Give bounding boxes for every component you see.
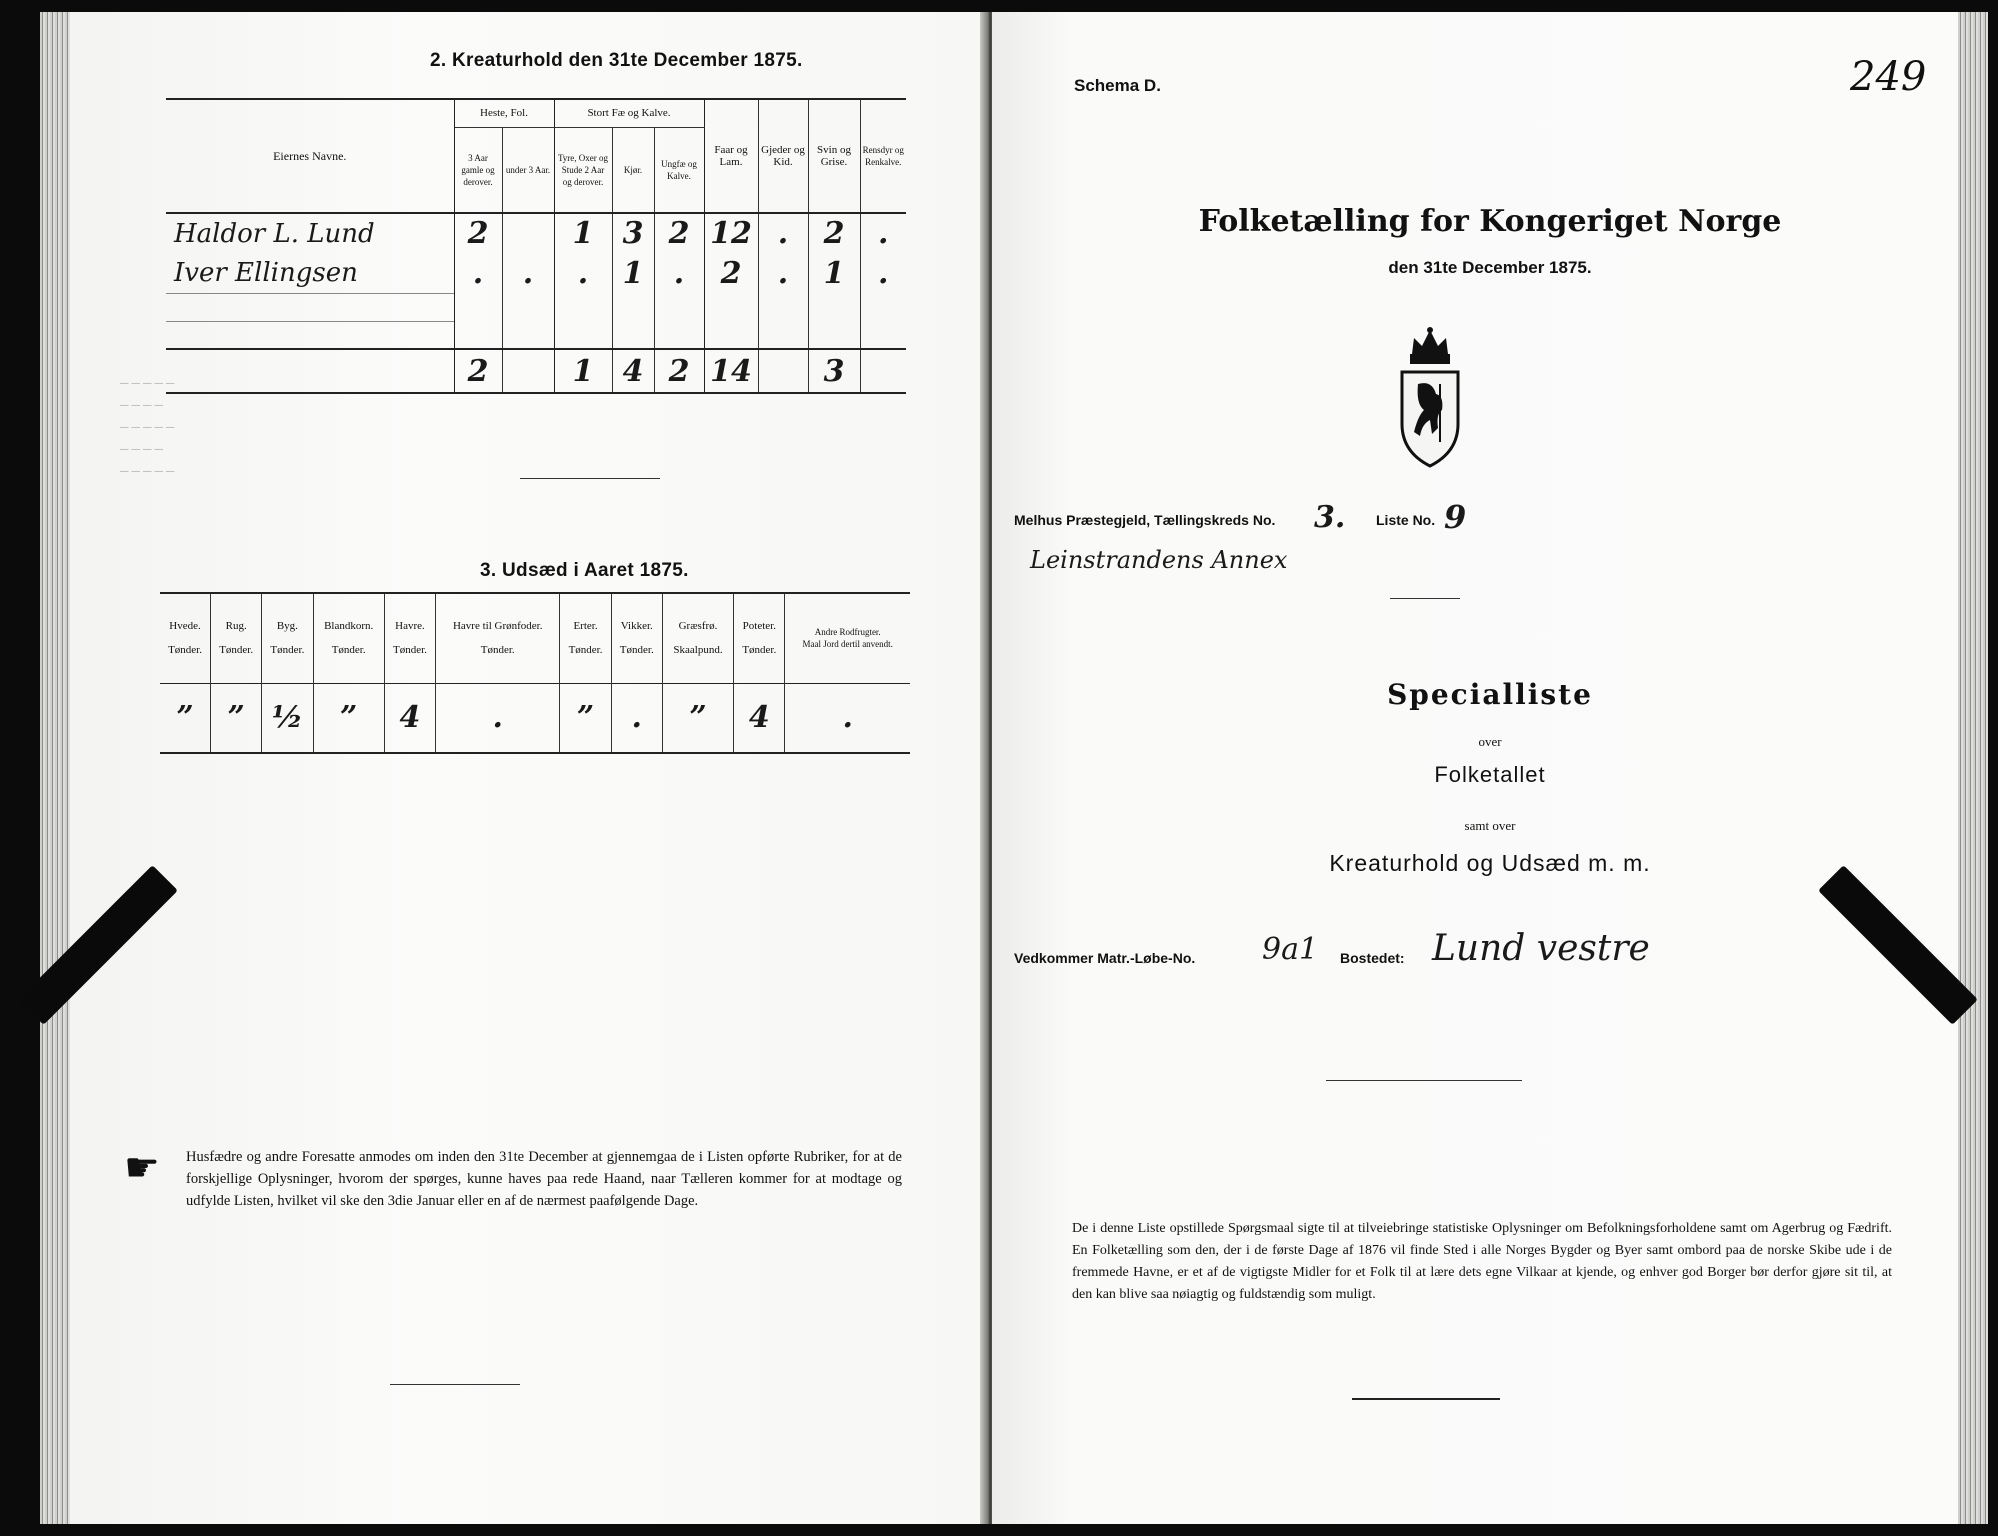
table-row <box>160 683 910 753</box>
svin-header: Svin og Grise. <box>808 99 860 213</box>
matr-value: 9a1 <box>1262 932 1319 967</box>
left-page <box>40 12 988 1524</box>
cell: . <box>654 253 704 293</box>
divider <box>1352 1398 1500 1400</box>
col-header: Andre Rodfrugter. Maal Jord dertil anvendt. <box>802 627 893 650</box>
cell: 2 <box>654 213 704 253</box>
norway-coat-of-arms-icon <box>1392 324 1468 470</box>
right-page <box>992 12 1988 1524</box>
livestock-table <box>166 98 906 394</box>
liste-number: 9 <box>1444 498 1467 536</box>
col-header: Havre til Grønfoder. Tønder. <box>436 593 560 683</box>
cell: ” <box>560 683 611 753</box>
col-header: Blandkorn. Tønder. <box>313 593 384 683</box>
cell: 2 <box>454 213 502 253</box>
cell: 1 <box>554 213 612 253</box>
cell: 4 <box>384 683 435 753</box>
cell: . <box>758 213 808 253</box>
ungfae-header: Ungfæ og Kalve. <box>654 127 704 213</box>
col-header: Græsfrø. Skaalpund. <box>662 593 733 683</box>
cell: 3 <box>612 213 654 253</box>
specialliste-heading: Specialliste <box>1387 678 1593 711</box>
table-row <box>166 213 906 253</box>
section3-title: 3. Udsæd i Aaret 1875. <box>480 560 689 581</box>
col-header: Byg. Tønder. <box>262 593 313 683</box>
liste-label: Liste No. <box>1376 512 1436 528</box>
total-cell <box>860 349 906 393</box>
cell: . <box>554 253 612 293</box>
bleed-through-text: ─ ─ ─ ─ ─ ─ ─ ─ ─ ─ ─ ─ ─ ─ ─ ─ ─ ─ ─ ─ ─ ─ ─ <box>120 376 175 478</box>
bosted-value: Lund vestre <box>1432 928 1650 969</box>
divider <box>390 1384 520 1385</box>
col-header: Vikker. Tønder. <box>611 593 662 683</box>
total-cell: 1 <box>554 349 612 393</box>
cell: ” <box>662 683 733 753</box>
document-subtitle: den 31te December 1875. <box>1388 258 1592 277</box>
annex-name: Leinstrandens Annex <box>1030 546 1288 574</box>
cell: . <box>878 216 889 251</box>
cell: ” <box>211 683 262 753</box>
col-header: Hvede. Tønder. <box>160 593 211 683</box>
rensdyr-header: Rensdyr og Renkalve. <box>862 145 904 167</box>
divider <box>1390 598 1460 599</box>
folketallet-heading: Folketallet <box>1434 762 1546 787</box>
tyre-header: Tyre, Oxer og Stude 2 Aar og derover. <box>554 127 612 213</box>
sowing-table <box>160 592 910 754</box>
total-cell: 2 <box>654 349 704 393</box>
over-text: over <box>1478 734 1502 749</box>
total-cell <box>502 349 554 393</box>
parish-label: Melhus Præstegjeld, Tællingskreds No. <box>1014 512 1276 528</box>
cell: 12 <box>704 213 758 253</box>
cell: 1 <box>808 253 860 293</box>
table-row <box>166 321 906 349</box>
section2-title: 2. Kreaturhold den 31te December 1875. <box>430 50 803 71</box>
cell: . <box>878 255 889 291</box>
heste-over3-header: 3 Aar gamle og derover. <box>454 127 502 213</box>
divider <box>1326 1080 1522 1081</box>
table-row <box>166 253 906 293</box>
pointing-hand-icon: ☛ <box>124 1145 160 1190</box>
kreaturhold-heading: Kreaturhold og Udsæd m. m. <box>1329 850 1651 876</box>
page-edge <box>40 12 70 1524</box>
col-header: Poteter. Tønder. <box>734 593 785 683</box>
table-row <box>166 293 906 321</box>
cell: . <box>436 683 560 753</box>
page-number: 249 <box>1850 54 1927 100</box>
cell: 2 <box>808 213 860 253</box>
totals-row <box>166 349 906 393</box>
cell: ½ <box>262 683 313 753</box>
owner-name: Haldor L. Lund <box>166 213 454 253</box>
total-cell <box>758 349 808 393</box>
total-cell: 4 <box>612 349 654 393</box>
total-cell: 3 <box>808 349 860 393</box>
bosted-label: Bostedet: <box>1340 950 1405 966</box>
cell: 2 <box>704 253 758 293</box>
cell <box>502 213 554 253</box>
cell: ” <box>160 683 211 753</box>
stort-fae-header: Stort Fæ og Kalve. <box>554 99 704 127</box>
cell: 4 <box>734 683 785 753</box>
col-header: Erter. Tønder. <box>560 593 611 683</box>
cell: 1 <box>612 253 654 293</box>
cell: . <box>502 253 554 293</box>
kreds-number: 3. <box>1314 500 1346 535</box>
footer-text: De i denne Liste opstillede Spørgsmaal sigte til at tilveiebringe statistiske Oplysninger om Befolkningsforholdene samt om Agerbrug og Fædrift. En Folketælling som den, der i de første Dage af 1876 vil finde Sted i alle Norges Bygder og Byer samt ombord paa de norske Skibe ude i de fremmede Havne, er et af de vigtigste Midler for et Folk til at lære dets egne Vilkaar at kjende, og enhver god Borger bør derfor gjøre sit til, at den kan blive saa nøiagtig og fuldstændig som muligt. <box>1072 1221 1892 1302</box>
heste-header: Heste, Fol. <box>454 99 554 127</box>
total-cell: 14 <box>704 349 758 393</box>
col-header: Havre. Tønder. <box>384 593 435 683</box>
col-header: Rug. Tønder. <box>211 593 262 683</box>
samt-over-text: samt over <box>1464 818 1516 833</box>
cell: . <box>454 253 502 293</box>
gjeder-header: Gjeder og Kid. <box>758 99 808 213</box>
divider <box>520 478 660 479</box>
faar-header: Faar og Lam. <box>704 99 758 213</box>
document-title: Folketælling for Kongeriget Norge <box>1198 204 1782 239</box>
cell: ” <box>313 683 384 753</box>
kjor-header: Kjør. <box>612 127 654 213</box>
notice-text: Husfædre og andre Foresatte anmodes om inden den 31te December at gjennemgaa de i Listen opførte Rubriker, for at de forskjellige Oplysninger, hvorom der spørges, kunne haves paa rede Haand, naar Tælleren kommer for at modtage og udfylde Listen, hvilket vil ske den 3die Januar eller en af de nærmest paafølgende Dage. <box>186 1149 902 1209</box>
owner-name: Iver Ellingsen <box>166 253 454 293</box>
matr-label: Vedkommer Matr.-Løbe-No. <box>1014 950 1196 966</box>
page-edge <box>1958 12 1988 1524</box>
owner-header: Eiernes Navne. <box>166 99 454 213</box>
cell: . <box>611 683 662 753</box>
total-cell: 2 <box>454 349 502 393</box>
cell: . <box>758 253 808 293</box>
cell: . <box>842 700 853 736</box>
heste-under3-header: under 3 Aar. <box>502 127 554 213</box>
schema-label: Schema D. <box>1074 76 1161 95</box>
